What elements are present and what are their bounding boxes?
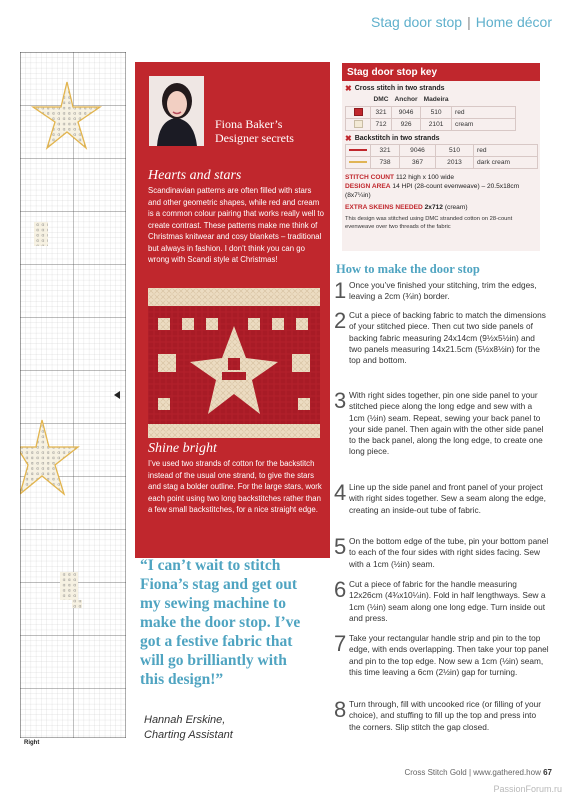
page-header <box>371 14 552 30</box>
thread-key-box <box>342 63 540 251</box>
designer-secrets-panel <box>135 62 330 558</box>
cross-stitch-table <box>345 94 516 131</box>
stitch-count: STITCH COUNT 112 high x 100 wide <box>345 173 455 181</box>
backstitch-table <box>345 144 538 169</box>
stitched-fabric-photo <box>148 288 320 438</box>
red-swatch <box>354 108 363 116</box>
table-row: 321 9046 510 red <box>346 144 538 156</box>
page-footer <box>404 768 552 777</box>
red-line-swatch <box>349 149 367 151</box>
magazine-name: Cross Stitch Gold <box>404 768 467 777</box>
cross-stitch-heading: ✖ Cross stitch in two strands <box>345 84 445 93</box>
pull-quote: “I can’t wait to stitch Fiona’s stag and get out my sewing machine to make the door stop. I’ve got a festive fabric that will go brilliantly with this design!” <box>140 557 301 688</box>
quote-author-role: Charting Assistant <box>144 729 233 741</box>
extra-skeins: EXTRA SKEINS NEEDED 2x712 (cream) <box>345 203 468 211</box>
table-row: 712 926 2101 cream <box>346 118 516 130</box>
hearts-stars-heading: Hearts and stars <box>148 168 242 183</box>
designer-name: Fiona Baker’s <box>215 117 283 131</box>
col-anchor: Anchor <box>394 96 418 104</box>
table-row: 738 367 2013 dark cream <box>346 156 538 168</box>
page-number: 67 <box>543 768 552 777</box>
quote-attribution <box>144 713 233 743</box>
quote-author-name: Hannah Erskine, <box>144 714 226 726</box>
snowflake-motif <box>60 572 78 600</box>
chart-centre-arrow <box>114 391 120 399</box>
cross-icon: ✖ <box>345 84 352 93</box>
design-area: DESIGN AREA 14 HPI (28-count evenweave) – 20.5x18cm (8x7¼in) <box>345 182 520 199</box>
shine-bright-text: I’ve used two strands of cotton for the backstitch instead of the usual one strand, to give the stars and stag a bolder outline. For the large stars, work each point using two long backstitches rather than a few small backstitches, for a nice straight edge. <box>148 459 322 514</box>
footer-separator: | <box>468 768 472 777</box>
section-name: Home décor <box>475 14 552 30</box>
hearts-stars-text: Scandinavian patterns are often filled with stars and other geometric shapes, while red and cream is a common colour pairing that works really well to create contrast. These patterns make me think of Christmas knitwear and cosy blankets – traditional but always in fashion. I don’t think you can go wrong with Scandi style at Christmas! <box>148 186 324 264</box>
designer-portrait <box>149 76 204 146</box>
cream-swatch <box>354 120 363 128</box>
cross-stitch-chart <box>20 52 126 738</box>
feature-title: Stag door stop <box>371 14 463 30</box>
chart-right-label: Right <box>24 740 40 746</box>
key-title: Stag door stop key <box>342 63 540 81</box>
designer-subtitle: Designer secrets <box>215 131 294 145</box>
watermark: PassionForum.ru <box>493 784 562 794</box>
table-row: 321 9046 510 red <box>346 106 516 118</box>
cross-icon: ✖ <box>345 133 352 143</box>
backstitch-heading: ✖ Backstitch in two strands <box>345 133 440 143</box>
dark-cream-line-swatch <box>349 161 367 163</box>
col-madeira: Madeira <box>423 96 449 104</box>
key-note: This design was stitched using DMC stranded cotton on 28-count evenweave over two threads of the fabric <box>345 215 513 230</box>
instructions-heading: How to make the door stop <box>336 262 480 276</box>
shine-bright-heading: Shine bright <box>148 441 217 456</box>
header-separator: | <box>467 14 471 30</box>
small-motif <box>34 222 48 246</box>
website-link[interactable]: www.gathered.how <box>473 768 541 777</box>
col-dmc: DMC <box>373 96 389 104</box>
